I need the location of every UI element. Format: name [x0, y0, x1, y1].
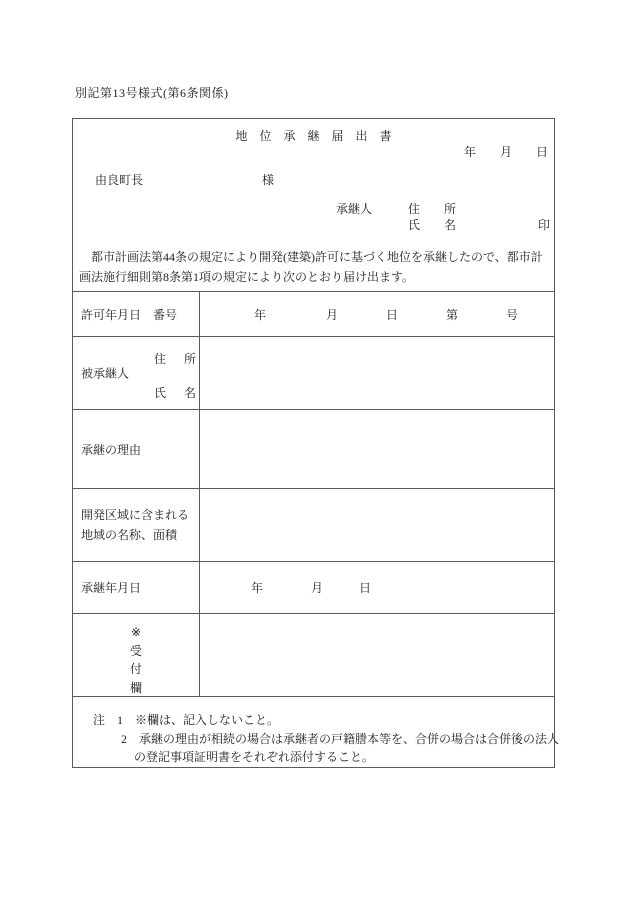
- reception-char-asterisk: ※: [130, 625, 142, 639]
- form-title: 地 位 承 継 届 出 書: [235, 129, 392, 143]
- area-label-cell: [73, 489, 200, 561]
- reception-label-cell: [73, 614, 200, 696]
- intro-line-1: 都市計画法第44条の規定により開発(建築)許可に基づく地位を承継したので、都市計: [79, 250, 543, 264]
- reason-row: [73, 409, 554, 488]
- permit-row: [73, 291, 554, 336]
- area-row: [73, 488, 554, 561]
- predecessor-row: [73, 336, 554, 409]
- predecessor-label: 被承継人: [81, 366, 130, 381]
- note-line-2: 2 承継の理由が相続の場合は承継者の戸籍謄本等を、合併の場合は合併後の法人: [121, 731, 560, 746]
- form-id-label: 別記第13号様式(第6条関係): [75, 86, 229, 100]
- reception-row: [73, 613, 554, 696]
- reception-char-2: 付: [129, 662, 142, 676]
- permit-label-cell: 許可年月日 番号: [73, 292, 200, 336]
- predecessor-value-cell: [200, 337, 554, 409]
- succession-date-row: [73, 561, 554, 613]
- area-label-line-2: 地域の名称、面積: [81, 528, 178, 542]
- reason-value-cell: [200, 410, 554, 488]
- form-border-box: [72, 118, 560, 768]
- note-line-1: 注 1 ※欄は、記入しないこと。: [93, 713, 280, 727]
- predecessor-name-label: 氏 名: [154, 386, 200, 400]
- area-label-line-1: 開発区域に含まれる: [81, 508, 190, 522]
- addressee-honorific: 様: [262, 173, 275, 187]
- succession-date-label-cell: 承継年月日: [73, 562, 200, 613]
- successor-address-line: 承継人 住 所: [336, 202, 457, 216]
- intro-paragraph: [79, 247, 543, 287]
- reception-value-cell: [200, 614, 554, 696]
- form-table: [73, 291, 554, 696]
- predecessor-address-label: 住 所: [154, 352, 200, 366]
- notes-section: [73, 696, 560, 768]
- succession-date-value-cell: 年 月 日: [251, 581, 372, 595]
- addressee-name: 由良町長: [95, 173, 144, 187]
- area-value-cell: [200, 489, 554, 561]
- intro-line-2: 画法施行細則第8条第1項の規定により次のとおり届け出ます。: [79, 270, 415, 284]
- successor-name-line: 氏 名: [408, 218, 457, 232]
- seal-mark: 印: [538, 218, 551, 232]
- date-blank-line: 年 月 日: [463, 145, 548, 159]
- reception-char-1: 受: [129, 643, 142, 658]
- note-line-3: の登記事項証明書をそれぞれ添付すること。: [134, 750, 375, 764]
- predecessor-label-cell: [73, 337, 200, 409]
- reason-label-cell: 承継の理由: [73, 410, 200, 488]
- reception-char-3: 欄: [129, 680, 142, 695]
- permit-value-cell: 年 月 日 第 号: [254, 307, 519, 322]
